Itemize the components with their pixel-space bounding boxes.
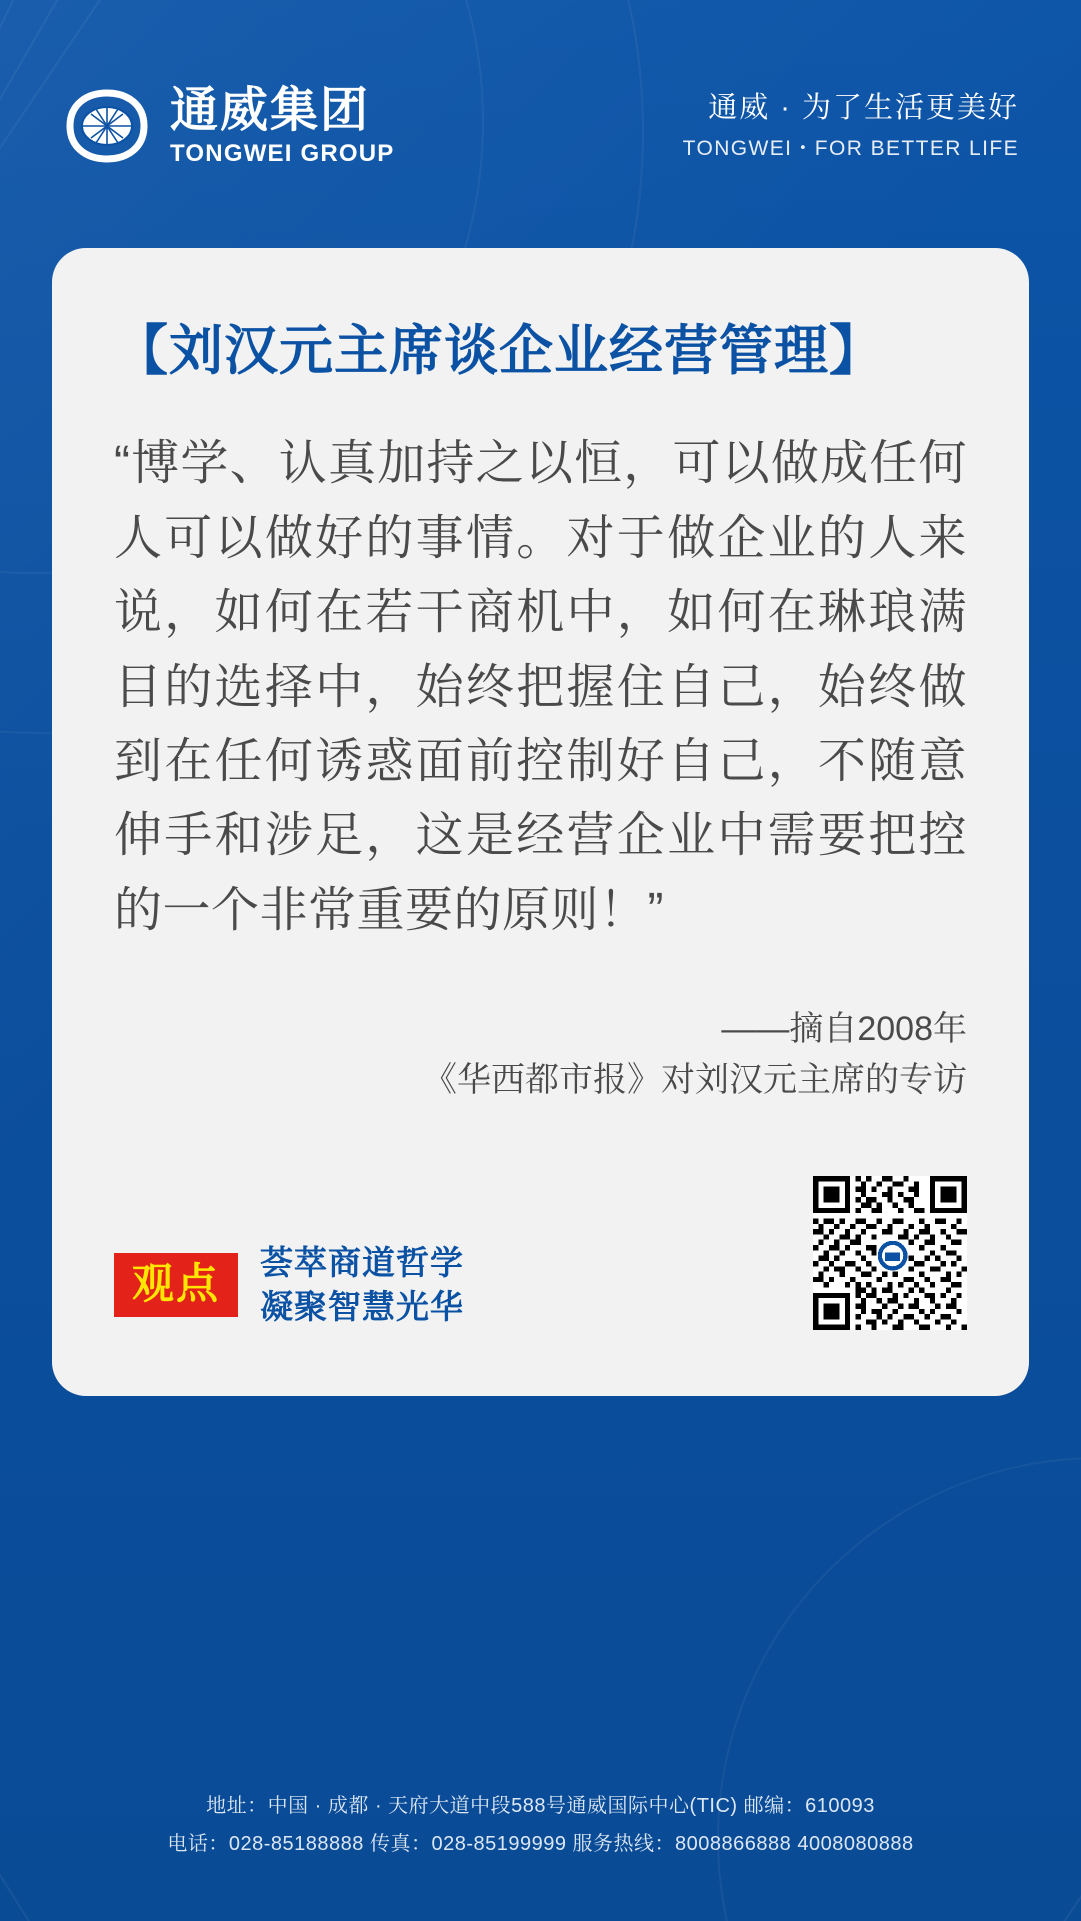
attribution-line-2: 《华西都市报》对刘汉元主席的专访 [423,1061,967,1100]
card-title: 【刘汉元主席谈企业经营管理】 [114,321,884,381]
qr-code-icon[interactable] [813,1176,967,1330]
poster-header [0,78,1081,174]
slogan-block [683,90,1019,163]
brand-text [170,83,395,167]
tag-slogan-line-1: 荟萃商道哲学 [260,1243,465,1281]
quote-attribution [114,1004,967,1106]
attribution-line-1: ——摘自2008年 [721,1010,967,1049]
brand-lockup [62,83,395,167]
quote-text: “博学、认真加持之以恒，可以做成任何人可以做好的事情。对于做企业的人来说，如何在若干商机中，如何在琳琅满目的选择中，始终把握住自己，始终做到在任何诱惑面前控制好自己，不随意伸手和涉足，这是经营企业中需要把控的一个非常重要的原则！” [114,437,967,937]
slogan-en: TONGWEI・FOR BETTER LIFE [682,137,1019,160]
contact-info [0,1787,1081,1863]
tongwei-logo-icon [62,89,152,163]
tag-slogan [260,1241,464,1330]
contact-address: 地址：中国 · 成都 · 天府大道中段588号通威国际中心(TIC) 邮编：610093 [206,1795,875,1817]
brand-name-en: TONGWEI GROUP [170,139,395,167]
contact-phone: 电话：028-85188888 传真：028-85199999 服务热线：8008866888 4008080888 [167,1833,914,1855]
brand-name-cn: 通威集团 [170,83,371,137]
tag-slogan-line-2: 凝聚智慧光华 [260,1288,465,1326]
quote-card [52,248,1029,1396]
tag-badge: 观点 [114,1253,238,1317]
slogan-cn: 通威 · 为了生活更美好 [708,91,1019,124]
card-footer [114,1176,967,1330]
viewpoint-tag [114,1241,464,1330]
